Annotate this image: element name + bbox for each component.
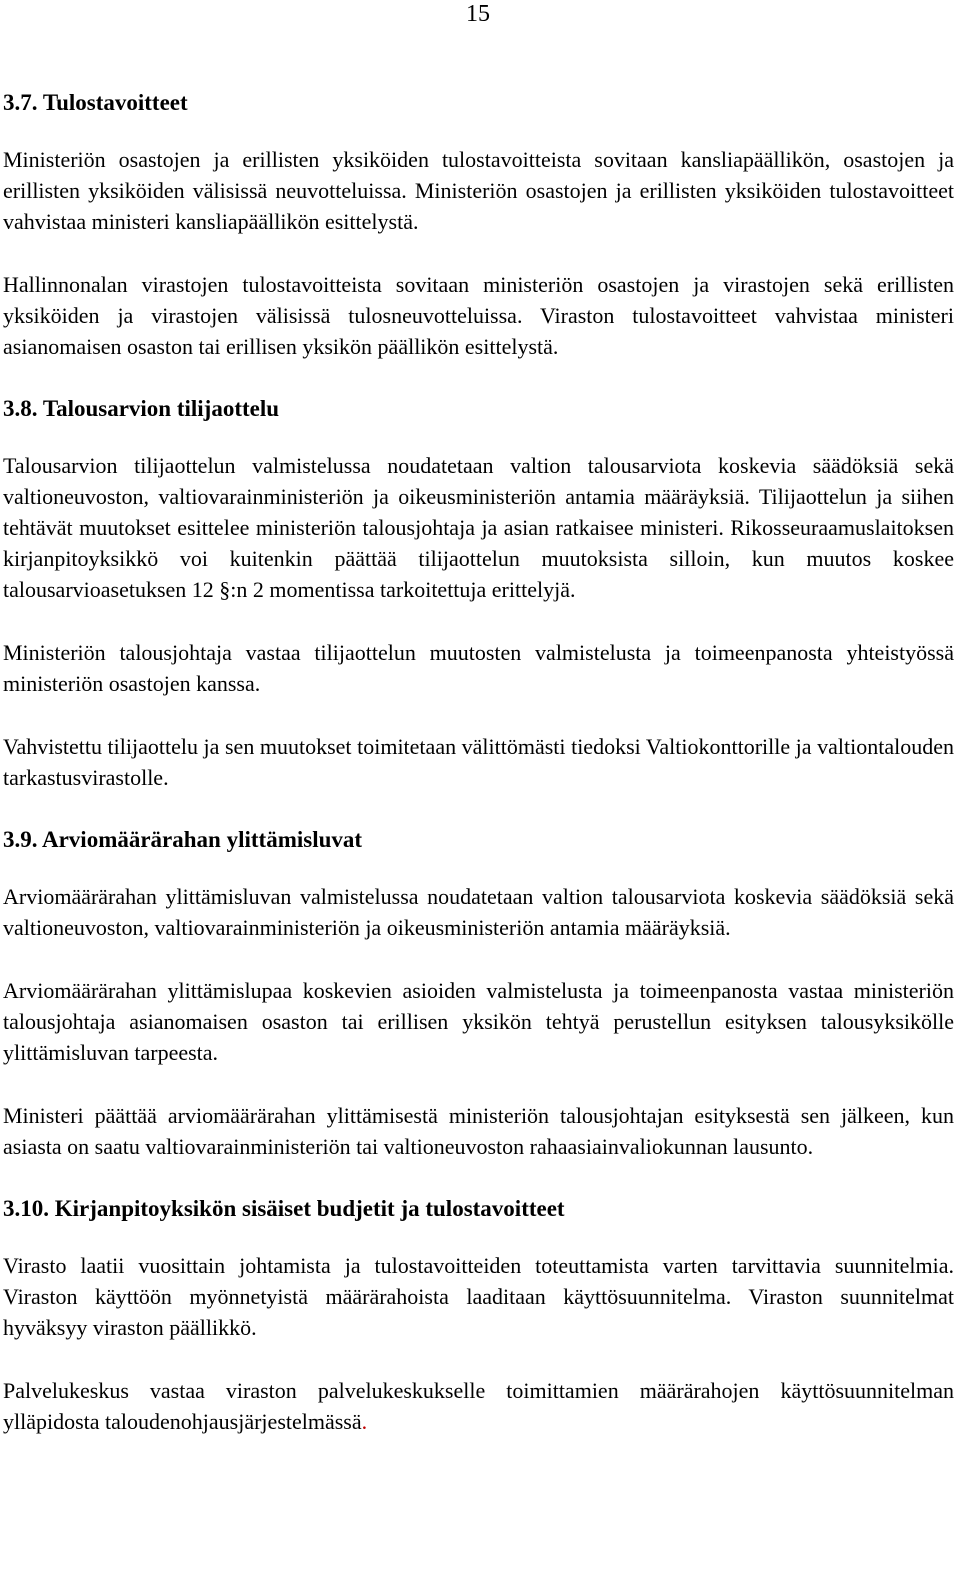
document-body	[3, 88, 954, 1437]
section-heading: 3.9. Arviomäärärahan ylittämisluvat	[3, 827, 363, 852]
section-heading: 3.10. Kirjanpitoyksikön sisäiset budjetit ja tulostavoitteet	[3, 1196, 565, 1221]
paragraph: Ministeriön osastojen ja erillisten yksiköiden tulostavoitteista sovitaan kansliapäällikön, osastojen ja erillisten yksiköiden välisissä neuvotteluissa. Ministeriön osastojen ja erillisten yksiköiden tulostavoitteet vahvistaa ministeri kansliapäällikön esittelystä.	[3, 147, 954, 234]
paragraph-final	[3, 1375, 954, 1437]
paragraph: Talousarvion tilijaottelun valmistelussa noudatetaan valtion talousarviota koskevia säädöksiä sekä valtioneuvoston, valtiovarainministeriön ja oikeusministeriön antamia määräyksiä. Tilijaottelun ja siihen tehtävät muutokset esittelee ministeriön talousjohtaja ja asian ratkaisee ministeri. Rikosseuraamuslaitoksen kirjanpitoyksikkö voi kuitenkin päättää tilijaottelun muutoksista silloin, kun muutos koskee talousarvioasetuksen 12 §:n 2 momentissa tarkoitettuja erittelyjä.	[3, 453, 954, 602]
page-number: 15	[466, 1, 490, 27]
paragraph: Ministeri päättää arviomäärärahan ylittämisestä ministeriön talousjohtajan esityksestä sen jälkeen, kun asiasta on saatu valtiovarainministeriön tai valtioneuvoston rahaasiainvaliokunnan lausunto.	[3, 1103, 954, 1159]
paragraph: Ministeriön talousjohtaja vastaa tilijaottelun muutosten valmistelusta ja toimeenpanosta yhteistyössä ministeriön osastojen kanssa.	[3, 640, 954, 696]
section-3-9	[3, 825, 954, 1162]
paragraph: Virasto laatii vuosittain johtamista ja tulostavoitteiden toteuttamista varten tarvittavia suunnitelmia. Viraston käyttöön myönnetyistä määrärahoista laaditaan käyttösuunnitelma. Viraston suunnitelmat hyväksyy viraston päällikkö.	[3, 1253, 954, 1340]
paragraph: Vahvistettu tilijaottelu ja sen muutokset toimitetaan välittömästi tiedoksi Valtiokonttorille ja valtiontalouden tarkastusvirastolle.	[3, 734, 954, 790]
section-3-7	[3, 88, 954, 362]
section-3-10	[3, 1194, 954, 1437]
section-heading: 3.7. Tulostavoitteet	[3, 90, 188, 115]
final-period-mark: .	[361, 1409, 368, 1434]
paragraph: Hallinnonalan virastojen tulostavoitteista sovitaan ministeriön osastojen ja virastojen sekä erillisten yksiköiden ja virastojen välisissä tulosneuvotteluissa. Viraston tulostavoitteet vahvistaa ministeri asianomaisen osaston tai erillisen yksikön päällikön esittelystä.	[3, 272, 954, 359]
paragraph: Arviomäärärahan ylittämisluvan valmistelussa noudatetaan valtion talousarviota koskevia säädöksiä sekä valtioneuvoston, valtiovarainministeriön ja oikeusministeriön antamia määräyksiä.	[3, 884, 954, 940]
section-3-8	[3, 394, 954, 793]
section-heading: 3.8. Talousarvion tilijaottelu	[3, 396, 280, 421]
paragraph: Arviomäärärahan ylittämislupaa koskevien asioiden valmistelusta ja toimeenpanosta vastaa ministeriön talousjohtaja asianomaisen osaston tai erillisen yksikön tehtyä perustellun esityksen talousyksikölle ylittämisluvan tarpeesta.	[3, 978, 954, 1065]
paragraph-text: Palvelukeskus vastaa viraston palvelukeskukselle toimittamien määrärahojen käyttösuunnitelman ylläpidosta taloudenohjausjärjestelmässä	[3, 1378, 954, 1434]
